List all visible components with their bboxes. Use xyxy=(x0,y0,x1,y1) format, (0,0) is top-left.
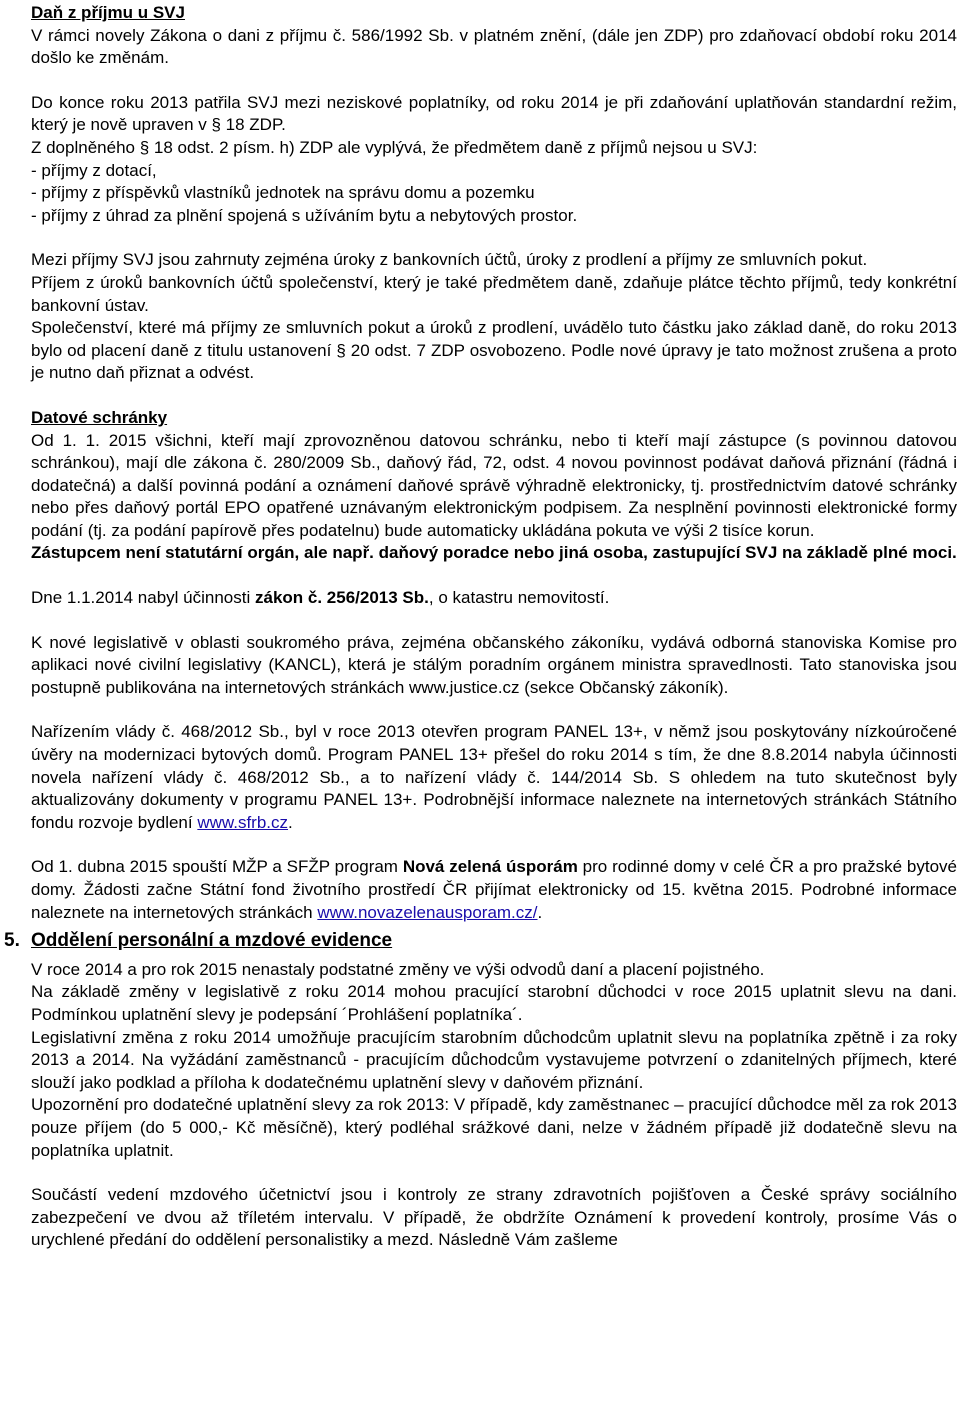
panel-text-end: . xyxy=(288,812,293,832)
list-item: - příjmy z úhrad za plnění spojená s užíváním bytu a nebytových prostor. xyxy=(31,205,578,225)
paragraph-retroactive-discount: Legislativní změna z roku 2014 umožňuje pracujícím starobním důchodcům uplatnit slevu na poplatníka zpětně i za roky 2013 a 2014. Na vyžádání zaměstnanců - pracujícím důchodcům vystavujeme potvrzení o zdanitelných příjmech, které slouží jako podklad a příloha k dodatečnému uplatnění slevy v daňovém přiznání. xyxy=(31,1027,957,1092)
heading-data-boxes: Datové schránky xyxy=(31,407,168,427)
paragraph-no-changes: V roce 2014 a pro rok 2015 nenastaly podstatné změny ve výši odvodů daní a placení pojistného. xyxy=(31,959,765,979)
section-heading-personnel xyxy=(4,930,957,953)
paragraph-penalty-income: Společenství, které má příjmy ze smluvních pokut a úroků z prodlení, uvádělo tuto částku jako základ daně, do roku 2013 bylo od placení daně z titulu ustanovení § 20 odst. 7 ZDP osvobozeno. Podle nové úpravy je tato možnost zrušena a proto je nutno daň přiznat a odvést. xyxy=(31,318,957,383)
paragraph-warning-2013: Upozornění pro dodatečné uplatnění slevy za rok 2013: V případě, kdy zaměstnanec – pracující důchodce měl za rok 2013 pouze příjem (do 5 000,- Kč měsíčně), který podléhal srážkové dani, nelze v žádném případě již dodatečně slevu na poplatníka uplatnit. xyxy=(31,1095,957,1160)
heading-income-tax: Daň z příjmu u SVJ xyxy=(31,3,185,22)
paragraph-panel xyxy=(31,721,957,834)
paragraph-cadastre-law xyxy=(31,587,957,610)
paragraph-representative-note: Zástupcem není statutární orgán, ale např. daňový poradce nebo jiná osoba, zastupující SVJ na základě plné moci. xyxy=(31,543,957,563)
section-title: Oddělení personální a mzdové evidence xyxy=(31,930,393,952)
paragraph-svj-income: Mezi příjmy SVJ jsou zahrnuty zejména úroky z bankovních účtů, úroky z prodlení a příjmy ze smluvních pokut. xyxy=(31,250,868,270)
nzu-text-1: Od 1. dubna 2015 spouští MŽP a SFŽP program xyxy=(31,857,403,877)
link-sfrb[interactable]: www.sfrb.cz xyxy=(197,812,289,832)
nzu-text-2: pro rodinné domy v celé ČR a pro pražské bytové domy. Žádosti začne Státní fond životního prostředí ČR přijímat elektronicky od 15. května 2015. Podrobné informace naleznete na internetových stránkách xyxy=(31,857,957,922)
link-novazelenausporam[interactable]: www.novazelenausporam.cz/ xyxy=(317,902,538,922)
paragraph-data-boxes: Od 1. 1. 2015 všichni, kteří mají zprovozněnou datovou schránku, nebo ti kteří mají zástupce (s povinnou datovou schránkou), mají dle zákona č. 280/2009 Sb., daňový řád, 72, odst. 4 novou povinnost podávat daňová přiznání (řádná i dodatečná) a další povinná podání a oznámení daňové správě výhradně elektronicky, tj. prostřednictvím datové schránky nebo přes daňový portál EPO opatřené uznávaným elektronickým podpisem. Za nesplnění povinnosti elektronické formy podání (tj. za podání papírově přes podatelnu) bude automaticky ukládána pokuta ve výši 2 tisíce korun. xyxy=(31,430,957,540)
cadastre-law-reference: zákon č. 256/2013 Sb. xyxy=(255,588,429,608)
paragraph-tax-novela: V rámci novely Zákona o dani z příjmu č. 586/1992 Sb. v platném znění, (dále jen ZDP) pro zdaňovací období roku 2014 došlo ke změnám. xyxy=(31,25,957,68)
paragraph-interest-income: Příjem z úroků bankovních účtů společenství, který je také předmětem daně, zdaňuje plátce těchto příjmů, tedy konkrétní bankovní ústav. xyxy=(31,272,957,315)
paragraph-inspections: Součástí vedení mzdového účetnictví jsou i kontroly ze strany zdravotních pojišťoven a České správy sociálního zabezpečení ve dvou až tříletém intervalu. V případě, že obdržíte Oznámení k provedení kontroly, prosíme Vás o urychlené předání do oddělení personalistiky a mezd. Následně Vám zašleme xyxy=(31,1185,957,1250)
list-item: - příjmy z příspěvků vlastníků jednotek na správu domu a pozemku xyxy=(31,183,535,203)
paragraph-nzu xyxy=(31,856,957,924)
cadastre-text-1: Dne 1.1.2014 nabyl účinnosti xyxy=(31,588,255,608)
nzu-program-name: Nová zelená úsporám xyxy=(402,857,578,877)
nzu-text-end: . xyxy=(537,902,543,922)
paragraph-tax-regime: Do konce roku 2013 patřila SVJ mezi neziskové poplatníky, od roku 2014 je při zdaňování uplatňován standardní režim, který je nově upraven v § 18 ZDP. xyxy=(31,92,957,135)
panel-text: Nařízením vlády č. 468/2012 Sb., byl v roce 2013 otevřen program PANEL 13+, v němž jsou poskytovány nízkoúročené úvěry na modernizaci bytových domů. Program PANEL 13+ přešel do roku 2014 s tím, že dne 8.8.2014 nabyla účinnosti novela nařízení vlády č. 468/2012 Sb., a to nařízení vlády č. 144/2014 Sb. S ohledem na tuto skutečnost byly aktualizovány dokumenty v programu PANEL 13+. Podrobnější informace naleznete na internetových stránkách Státního fondu rozvoje bydlení xyxy=(31,722,957,832)
paragraph-pensioner-discount: Na základě změny v legislativě z roku 2014 mohou pracující starobní důchodci v roce 2015 uplatnit slevu na dani. Podmínkou uplatnění slevy je podepsání ´Prohlášení poplatníka´. xyxy=(31,982,957,1024)
list-item: - příjmy z dotací, xyxy=(31,160,157,180)
paragraph-kancl: K nové legislativě v oblasti soukromého práva, zejména občanského zákoníku, vydává odborná stanoviska Komise pro aplikaci nové civilní legislativy (KANCL), která je stálým poradním orgánem ministra spravedlnosti. Tato stanoviska jsou postupně publikována na internetových stránkách www.justice.cz (sekce Občanský zákoník). xyxy=(31,632,957,697)
section-number: 5. xyxy=(4,930,20,952)
cadastre-text-2: , o katastru nemovitostí. xyxy=(428,588,610,608)
paragraph-tax-exemptions-intro: Z doplněného § 18 odst. 2 písm. h) ZDP ale vyplývá, že předmětem daně z příjmů nejsou u SVJ: xyxy=(31,137,758,157)
